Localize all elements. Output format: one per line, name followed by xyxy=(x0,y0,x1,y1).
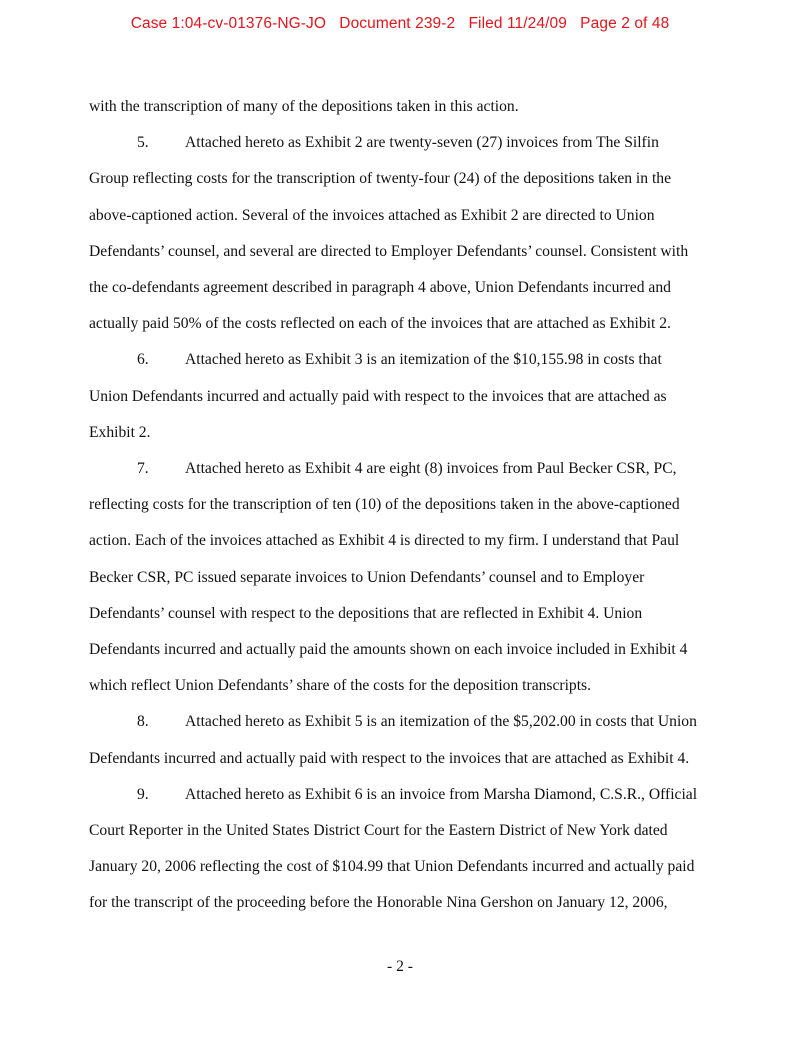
paragraph-number: 9. xyxy=(137,785,149,803)
paragraph-number: 7. xyxy=(137,460,149,478)
case-header-stamp: Case 1:04-cv-01376-NG-JO Document 239-2 Filed 11/24/09 Page 2 of 48 xyxy=(130,15,670,32)
paragraph-text: Attached hereto as Exhibit 5 is an itemization of the $5,202.00 in costs that Union xyxy=(185,713,697,731)
paragraph-line: the co-defendants agreement described in paragraph 4 above, Union Defendants incurred and xyxy=(89,279,671,297)
paragraph-first-line xyxy=(89,125,729,161)
continuation-line: with the transcription of many of the depositions taken in this action. xyxy=(89,98,519,115)
paragraph-9 xyxy=(89,777,729,922)
paragraph-text: Attached hereto as Exhibit 6 is an invoice from Marsha Diamond, C.S.R., Official xyxy=(185,785,698,803)
paragraph-first-line xyxy=(89,451,729,487)
paragraph-line: Defendants’ counsel, and several are directed to Employer Defendants’ counsel. Consistent with xyxy=(89,242,689,260)
paragraph-first-line xyxy=(89,777,729,813)
page-number: - 2 - xyxy=(387,958,413,975)
paragraph-line: Exhibit 2. xyxy=(89,423,151,441)
paragraph-line: January 20, 2006 reflecting the cost of $104.99 that Union Defendants incurred and actually paid xyxy=(89,858,695,876)
paragraph-8 xyxy=(89,704,729,776)
paragraph-line: Defendants incurred and actually paid with respect to the invoices that are attached as Exhibit 4. xyxy=(89,749,690,767)
paragraph-text: Attached hereto as Exhibit 2 are twenty-seven (27) invoices from The Silfin xyxy=(185,134,659,152)
paragraph-number: 5. xyxy=(137,134,149,152)
paragraph-5 xyxy=(89,125,729,342)
document-body xyxy=(89,89,729,922)
paragraph-line: Court Reporter in the United States District Court for the Eastern District of New York dated xyxy=(89,822,668,840)
paragraph-first-line xyxy=(89,704,729,740)
paragraph-number: 6. xyxy=(137,351,149,369)
paragraph-line: above-captioned action. Several of the invoices attached as Exhibit 2 are directed to Union xyxy=(89,206,655,224)
paragraph-number: 8. xyxy=(137,713,149,731)
paragraph-line: actually paid 50% of the costs reflected on each of the invoices that are attached as Exhibit 2. xyxy=(89,315,671,333)
paragraph-line: Becker CSR, PC issued separate invoices to Union Defendants’ counsel and to Employer xyxy=(89,568,645,586)
paragraph-line: for the transcript of the proceeding before the Honorable Nina Gershon on January 12, 2006, xyxy=(89,894,668,912)
paragraph-line: Union Defendants incurred and actually paid with respect to the invoices that are attached as xyxy=(89,387,667,405)
paragraph-line: reflecting costs for the transcription of ten (10) of the depositions taken in the above-captioned xyxy=(89,496,680,514)
paragraph-line: which reflect Union Defendants’ share of the costs for the deposition transcripts. xyxy=(89,677,592,695)
paragraph-line: Defendants incurred and actually paid the amounts shown on each invoice included in Exhibit 4 xyxy=(89,641,688,659)
paragraph-text: Attached hereto as Exhibit 4 are eight (8) invoices from Paul Becker CSR, PC, xyxy=(185,460,677,478)
paragraph-line: action. Each of the invoices attached as Exhibit 4 is directed to my firm. I understand that Paul xyxy=(89,532,680,550)
paragraph-line: Defendants’ counsel with respect to the depositions that are reflected in Exhibit 4. Union xyxy=(89,604,643,622)
paragraph-first-line xyxy=(89,342,729,378)
paragraph-line: Group reflecting costs for the transcription of twenty-four (24) of the depositions taken in the xyxy=(89,170,672,188)
paragraph-7 xyxy=(89,451,729,704)
paragraph-text: Attached hereto as Exhibit 3 is an itemization of the $10,155.98 in costs that xyxy=(185,351,662,369)
paragraph-6 xyxy=(89,342,729,451)
